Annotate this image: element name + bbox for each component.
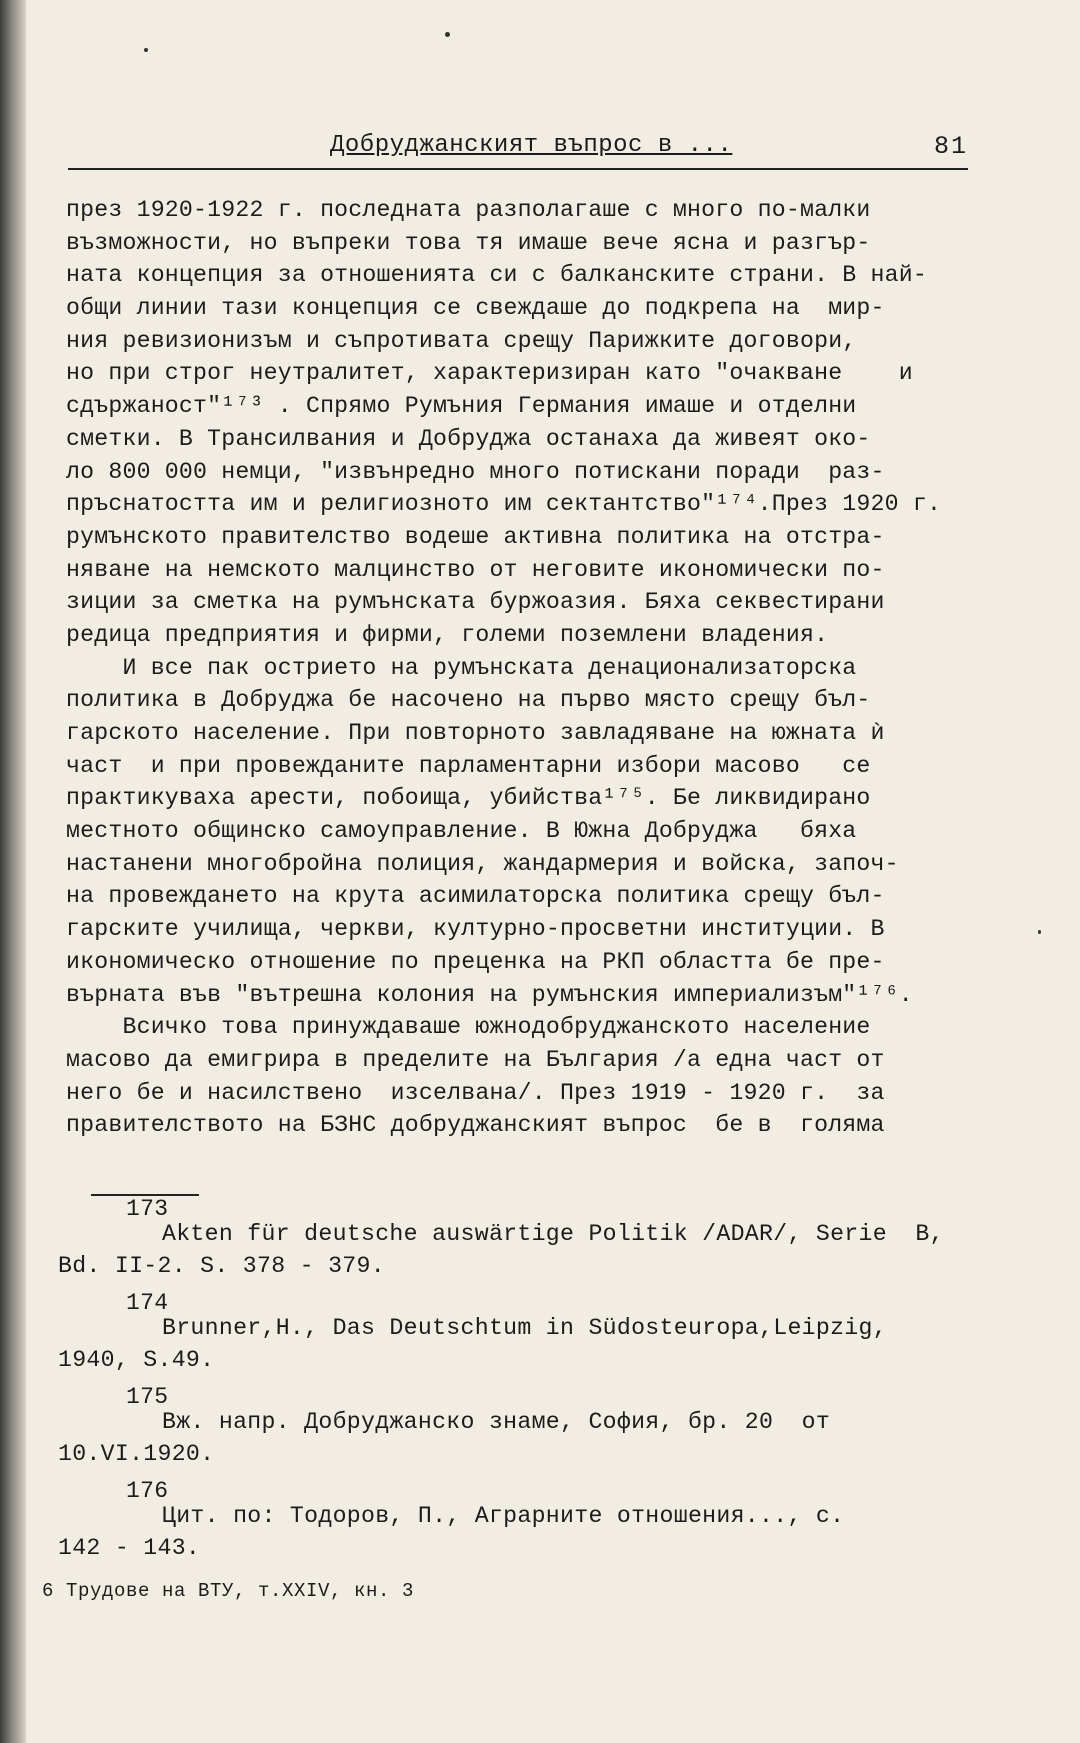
page-header (68, 132, 968, 170)
text-line: него бе и насилствено изселвана/. През 1919 - 1920 г. за (66, 1079, 885, 1106)
text-line: гарските училища, черкви, културно-просветни институции. В (66, 916, 885, 943)
footnote-number: 176 (126, 1478, 169, 1504)
footnote-line: 142 - 143. (58, 1535, 201, 1561)
footnote-line: Цит. по: Тодоров, П., Аграрните отношения..., с. (162, 1503, 845, 1529)
footnote-number: 173 (126, 1196, 169, 1222)
text-line: местното общинско самоуправление. В Южна Добруджа бяха (66, 818, 857, 845)
text-line: политика в Добруджа бе насочено на първо място срещу бъл- (66, 687, 871, 714)
running-head: Добруджанският въпрос в ... (330, 132, 733, 159)
footnote (58, 1290, 988, 1376)
text-line: Всичко това принуждаваше южнодобруджанското население (66, 1014, 871, 1041)
footnote-number: 175 (126, 1384, 169, 1410)
footnote-number: 174 (126, 1290, 169, 1316)
footnote-line: Akten für deutsche auswärtige Politik /ADAR/, Serie B, (162, 1221, 944, 1247)
text-line: правителството на БЗНС добруджанският въпрос бе в голяма (66, 1112, 885, 1139)
text-line: сметки. В Трансилвания и Добруджа останаха да живеят око- (66, 425, 871, 452)
main-text (66, 194, 986, 1142)
text-line: общи линии тази концепция се свеждаше до подкрепа на мир- (66, 295, 885, 322)
binding-shadow (0, 0, 26, 1743)
text-line: зиции за сметка на румънската буржоазия. Бяха секвестирани (66, 589, 885, 616)
footnote-line: 1940, S.49. (58, 1347, 215, 1373)
print-speck (445, 32, 450, 37)
text-line: ната концепция за отношенията си с балканските страни. В най- (66, 262, 928, 289)
text-line: сдържаност"¹⁷³ . Спрямо Румъния Германия имаше и отделни (66, 393, 857, 420)
text-line: част и при провежданите парламентарни избори масово се (66, 752, 871, 779)
text-line: но при строг неутралитет, характеризиран като "очакване и (66, 360, 913, 387)
text-line: практикуваха арести, побоища, убийства¹⁷⁵. Бе ликвидирано (66, 785, 871, 812)
footnote-line: Вж. напр. Добруджанско знаме, София, бр. 20 от (162, 1409, 831, 1435)
footnotes (58, 1196, 988, 1572)
footnote-line: 10.VI.1920. (58, 1441, 215, 1467)
text-line: върната във "вътрешна колония на румънския империализъм"¹⁷⁶. (66, 981, 913, 1008)
text-line: няване на немското малцинство от неговите икономически по- (66, 556, 885, 583)
text-line: ния ревизионизъм и съпротивата срещу Парижките договори, (66, 327, 857, 354)
text-line: възможности, но въпреки това тя имаше вече ясна и разгър- (66, 229, 871, 256)
page-number: 81 (933, 132, 968, 161)
text-line: румънското правителство водеше активна политика на отстра- (66, 523, 885, 550)
footnote-line: Brunner,H., Das Deutschtum in Südosteuropa,Leipzig, (162, 1315, 887, 1341)
text-line: масово да емигрира в пределите на България /а една част от (66, 1046, 885, 1073)
footnote (58, 1478, 988, 1564)
footnote (58, 1384, 988, 1470)
text-line: настанени многобройна полиция, жандармерия и войска, започ- (66, 850, 899, 877)
footnote (58, 1196, 988, 1282)
text-line: на провеждането на крута асимилаторска политика срещу бъл- (66, 883, 885, 910)
text-line: редица предприятия и фирми, големи поземлени владения. (66, 621, 829, 648)
text-line: икономическо отношение по преценка на РКП областта бе пре- (66, 948, 885, 975)
footnote-line: Bd. II-2. S. 378 - 379. (58, 1253, 385, 1279)
print-speck (144, 48, 148, 52)
text-line: гарското население. При повторното завладяване на южната ѝ (66, 720, 885, 746)
text-line: през 1920-1922 г. последната разполагаше с много по-малки (66, 197, 871, 223)
text-line: И все пак острието на румънската денационализаторска (66, 654, 857, 681)
text-line: ло 800 000 немци, "извънредно много потискани поради раз- (66, 458, 885, 485)
imprint-line: 6 Трудове на ВТУ, т.XXIV, кн. 3 (42, 1580, 415, 1602)
text-line: пръснатостта им и религиозното им сектантство"¹⁷⁴.През 1920 г. (66, 491, 942, 518)
print-speck (1038, 930, 1041, 934)
